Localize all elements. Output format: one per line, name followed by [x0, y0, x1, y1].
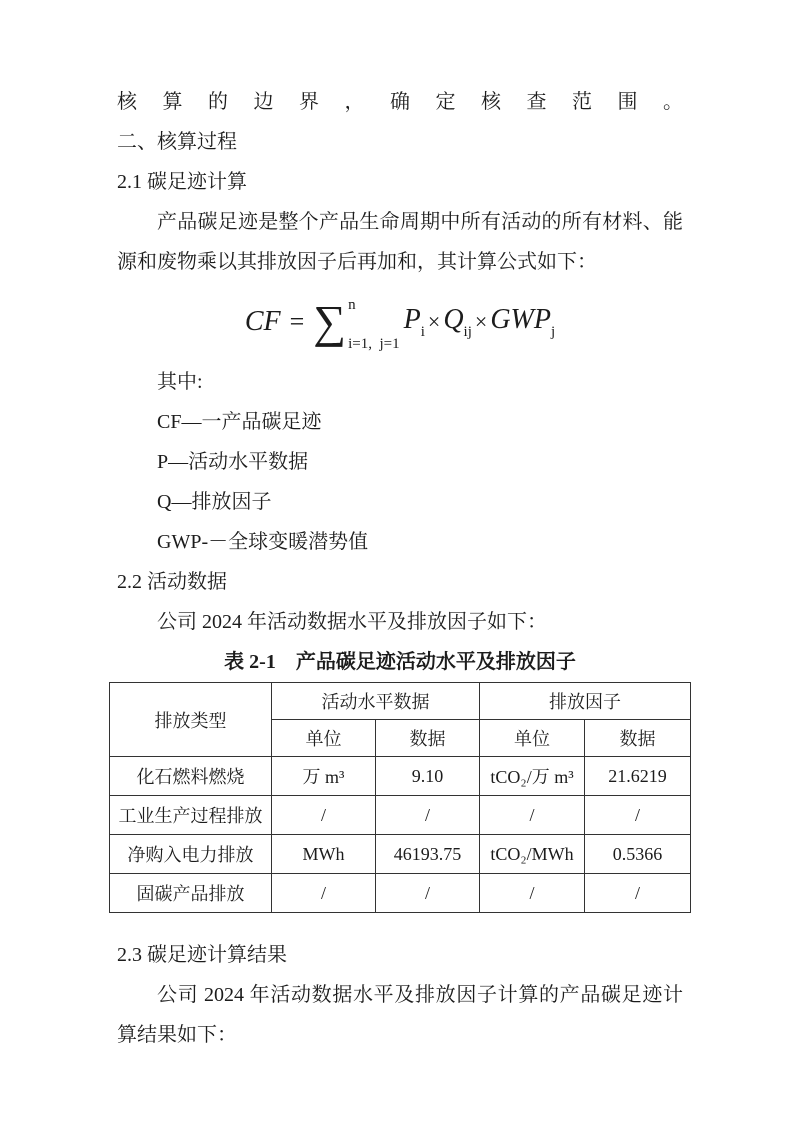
cell-activity-value: / — [376, 874, 480, 913]
table-row-industrial-process — [110, 796, 691, 835]
table-subheader-data-1: 数据 — [376, 720, 480, 757]
formula-term-q: $Q_{ij}$ — [443, 303, 472, 340]
sigma-upper-limit: n — [348, 297, 356, 313]
definition-p: P—活动水平数据 — [157, 451, 309, 473]
formula-equals: = — [289, 307, 305, 336]
table-caption: 表 2-1 产品碳足迹活动水平及排放因子 — [224, 651, 576, 673]
table-subheader-unit-1: 单位 — [272, 720, 376, 757]
definition-gwp: GWP-－全球变暖潜势值 — [157, 531, 369, 553]
cell-type: 化石燃料燃烧 — [110, 757, 272, 796]
cell-activity-unit: / — [272, 796, 376, 835]
cell-activity-unit: / — [272, 874, 376, 913]
formula-cf: CF — [244, 306, 281, 337]
formula-summation — [313, 291, 399, 353]
table-row-carbon-fixed-product — [110, 874, 691, 913]
formula-multiply-2: × — [474, 309, 488, 334]
table-row-purchased-electricity — [110, 835, 691, 874]
definition-q: Q—排放因子 — [157, 491, 272, 513]
definition-cf: CF—一产品碳足迹 — [157, 411, 322, 433]
cell-factor-value: 21.6219 — [585, 757, 691, 796]
table-row-fossil-fuel — [110, 757, 691, 796]
heading-2-2: 2.2 活动数据 — [117, 571, 227, 593]
cell-factor-value: 0.5366 — [585, 835, 691, 874]
cell-activity-value: / — [376, 796, 480, 835]
table-header-emission-factor: 排放因子 — [480, 683, 691, 720]
heading-2-3: 2.3 碳足迹计算结果 — [117, 944, 287, 966]
table-header-activity-data: 活动水平数据 — [272, 683, 480, 720]
paragraph-2-1-line2: 源和废物乘以其排放因子后再加和，其计算公式如下： — [117, 251, 597, 273]
table-header-emission-type: 排放类型 — [110, 683, 272, 757]
paragraph-2-2: 公司 2024 年活动数据水平及排放因子如下： — [157, 611, 547, 633]
cell-factor-value: / — [585, 874, 691, 913]
sigma-symbol: ∑ — [313, 296, 347, 347]
paragraph-2-1-line1: 产品碳足迹是整个产品生命周期中所有活动的所有材料、能 — [157, 211, 683, 233]
formula-multiply-1: × — [427, 309, 441, 334]
cell-type: 净购入电力排放 — [110, 835, 272, 874]
cell-activity-value: 9.10 — [376, 757, 480, 796]
cell-type: 工业生产过程排放 — [110, 796, 272, 835]
cell-type: 固碳产品排放 — [110, 874, 272, 913]
table-subheader-unit-2: 单位 — [480, 720, 585, 757]
cell-activity-unit: 万 m³ — [272, 757, 376, 796]
sigma-lower-limit: i=1, j=1 — [348, 336, 400, 352]
cell-factor-unit: / — [480, 874, 585, 913]
activity-data-table — [109, 682, 691, 913]
heading-section-2: 二、核算过程 — [117, 131, 237, 153]
where-intro: 其中: — [157, 371, 203, 393]
formula-term-p: $P_i$ — [403, 303, 425, 340]
cell-activity-unit: MWh — [272, 835, 376, 874]
paragraph-2-3-line1: 公司 2024 年活动数据水平及排放因子计算的产品碳足迹计 — [157, 984, 683, 1006]
carbon-footprint-formula — [117, 282, 683, 362]
cell-factor-value: / — [585, 796, 691, 835]
cell-activity-value: 46193.75 — [376, 835, 480, 874]
sigma-limits — [348, 297, 400, 353]
cell-factor-unit: tCO₂/MWh — [480, 835, 585, 874]
table-subheader-data-2: 数据 — [585, 720, 691, 757]
heading-2-1: 2.1 碳足迹计算 — [117, 171, 247, 193]
paragraph-2-3-line2: 算结果如下： — [117, 1024, 237, 1046]
cell-factor-unit: / — [480, 796, 585, 835]
cell-factor-unit: tCO₂/万 m³ — [480, 757, 585, 796]
paragraph-lead: 核算的边界，确定核查范围。 — [117, 91, 683, 113]
formula-term-gwp: $GWP_j$ — [490, 303, 556, 340]
